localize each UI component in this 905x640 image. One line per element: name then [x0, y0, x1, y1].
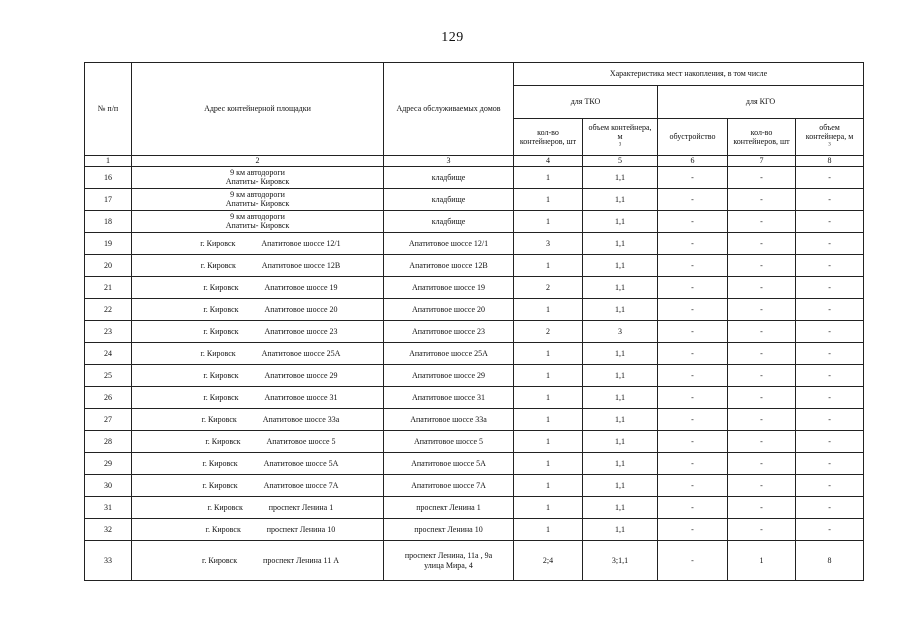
served-houses-cell: Апатитовое шоссе 31 — [384, 387, 514, 409]
kgo-volume-cell: - — [796, 453, 864, 475]
container-sites-table — [84, 62, 864, 581]
kgo-count-cell: - — [728, 431, 796, 453]
header-tko-count — [514, 119, 583, 156]
address-city: г. Кировск — [201, 555, 238, 565]
address-city: г. Кировск — [200, 348, 236, 358]
kgo-volume-cell: - — [796, 167, 864, 189]
address-text: 9 км автодороги Апатиты- Кировск — [225, 190, 290, 208]
served-houses-cell: Апатитовое шоссе 20 — [384, 299, 514, 321]
kgo-setup-cell: - — [658, 453, 728, 475]
kgo-setup-cell: - — [658, 299, 728, 321]
kgo-setup-cell: - — [658, 409, 728, 431]
address-city: г. Кировск — [203, 392, 239, 402]
tko-count-cell: 1 — [514, 211, 583, 233]
address-city: г. Кировск — [201, 414, 237, 424]
kgo-volume-cell: - — [796, 475, 864, 497]
kgo-count-cell: - — [728, 497, 796, 519]
column-index-cell: 6 — [658, 156, 728, 167]
served-houses-cell: Апатитовое шоссе 5А — [384, 453, 514, 475]
kgo-setup-cell: - — [658, 365, 728, 387]
column-index-cell: 5 — [583, 156, 658, 167]
tko-volume-cell: 1,1 — [583, 233, 658, 255]
kgo-count-cell: - — [728, 255, 796, 277]
address-text: 9 км автодороги Апатиты- Кировск — [225, 168, 290, 186]
address-cell — [132, 497, 384, 519]
served-houses-cell: Апатитовое шоссе 12В — [384, 255, 514, 277]
row-num-cell: 30 — [85, 475, 132, 497]
address-cell — [132, 233, 384, 255]
table-row — [85, 299, 864, 321]
kgo-setup-cell: - — [658, 497, 728, 519]
header-kgo-group: для КГО — [658, 86, 864, 119]
tko-volume-cell: 3 — [583, 321, 658, 343]
tko-count-cell: 1 — [514, 519, 583, 541]
tko-volume-cell: 1,1 — [583, 167, 658, 189]
address-street: Апатитовое шоссе 5 — [266, 436, 336, 446]
kgo-setup-cell: - — [658, 277, 728, 299]
tko-count-cell: 2 — [514, 321, 583, 343]
kgo-volume-cell: - — [796, 321, 864, 343]
tko-count-cell: 1 — [514, 167, 583, 189]
served-houses-cell: проспект Ленина 10 — [384, 519, 514, 541]
header-kgo-volume-sup: 3 — [828, 141, 831, 147]
address-street: Апатитовое шоссе 19 — [264, 282, 338, 292]
address-cell — [132, 255, 384, 277]
header-address: Адрес контейнерной площадки — [132, 63, 384, 156]
kgo-volume-cell: - — [796, 189, 864, 211]
tko-volume-cell: 3;1,1 — [583, 541, 658, 581]
served-houses-cell: Апатитовое шоссе 5 — [384, 431, 514, 453]
address-cell — [132, 321, 384, 343]
tko-volume-cell: 1,1 — [583, 475, 658, 497]
row-num-cell: 18 — [85, 211, 132, 233]
address-cell — [132, 189, 384, 211]
tko-volume-cell: 1,1 — [583, 277, 658, 299]
table-row — [85, 233, 864, 255]
header-tko-count-text: кол-во контейнеров, шт — [519, 127, 577, 146]
table-row — [85, 167, 864, 189]
tko-count-cell: 1 — [514, 409, 583, 431]
address-cell — [132, 541, 384, 581]
address-city: г. Кировск — [203, 370, 239, 380]
table-row — [85, 277, 864, 299]
tko-count-cell: 1 — [514, 365, 583, 387]
table-row — [85, 255, 864, 277]
served-houses-cell: Апатитовое шоссе 33а — [384, 409, 514, 431]
row-num-cell: 26 — [85, 387, 132, 409]
header-num: № п/п — [85, 63, 132, 156]
address-street: Апатитовое шоссе 12/1 — [261, 238, 341, 248]
address-street: Апатитовое шоссе 12В — [261, 260, 341, 270]
address-city: г. Кировск — [200, 238, 236, 248]
address-cell — [132, 167, 384, 189]
row-num-cell: 23 — [85, 321, 132, 343]
address-cell — [132, 475, 384, 497]
served-houses-cell: Апатитовое шоссе 23 — [384, 321, 514, 343]
tko-volume-cell: 1,1 — [583, 519, 658, 541]
address-cell — [132, 519, 384, 541]
page-number: 129 — [441, 30, 464, 45]
address-street: Апатитовое шоссе 29 — [264, 370, 338, 380]
address-street: проспект Ленина 1 — [268, 502, 334, 512]
row-num-cell: 24 — [85, 343, 132, 365]
address-cell — [132, 453, 384, 475]
served-houses-cell: кладбище — [384, 211, 514, 233]
tko-volume-cell: 1,1 — [583, 453, 658, 475]
kgo-volume-cell: - — [796, 431, 864, 453]
kgo-setup-cell: - — [658, 475, 728, 497]
served-houses-cell: Апатитовое шоссе 7А — [384, 475, 514, 497]
kgo-setup-cell: - — [658, 233, 728, 255]
table-row — [85, 189, 864, 211]
header-kgo-volume-text: объем контейнера, м — [805, 123, 854, 142]
tko-count-cell: 1 — [514, 431, 583, 453]
table-row — [85, 409, 864, 431]
address-cell — [132, 299, 384, 321]
kgo-volume-cell: - — [796, 299, 864, 321]
address-text: 9 км автодороги Апатиты- Кировск — [225, 212, 290, 230]
kgo-setup-cell: - — [658, 343, 728, 365]
kgo-count-cell: - — [728, 211, 796, 233]
table-row — [85, 541, 864, 581]
address-street: Апатитовое шоссе 7А — [263, 480, 339, 490]
tko-count-cell: 1 — [514, 475, 583, 497]
header-tko-volume-text: объем контейнера, м — [588, 123, 652, 142]
row-num-cell: 28 — [85, 431, 132, 453]
address-cell — [132, 431, 384, 453]
address-city: г. Кировск — [205, 524, 241, 534]
tko-count-cell: 1 — [514, 189, 583, 211]
header-kgo-volume — [796, 119, 864, 156]
address-cell — [132, 409, 384, 431]
address-cell — [132, 211, 384, 233]
tko-count-cell: 1 — [514, 387, 583, 409]
kgo-volume-cell: - — [796, 343, 864, 365]
kgo-setup-cell: - — [658, 189, 728, 211]
row-num-cell: 16 — [85, 167, 132, 189]
column-index-cell: 7 — [728, 156, 796, 167]
kgo-setup-cell: - — [658, 519, 728, 541]
kgo-volume-cell: - — [796, 233, 864, 255]
header-tko-group: для ТКО — [514, 86, 658, 119]
tko-volume-cell: 1,1 — [583, 189, 658, 211]
row-num-cell: 29 — [85, 453, 132, 475]
kgo-count-cell: 1 — [728, 541, 796, 581]
table-row — [85, 343, 864, 365]
kgo-volume-cell: - — [796, 277, 864, 299]
tko-volume-cell: 1,1 — [583, 365, 658, 387]
kgo-volume-cell: - — [796, 365, 864, 387]
address-city: г. Кировск — [203, 282, 239, 292]
served-houses-cell: проспект Ленина 1 — [384, 497, 514, 519]
kgo-count-cell: - — [728, 189, 796, 211]
address-cell — [132, 387, 384, 409]
row-num-cell: 32 — [85, 519, 132, 541]
kgo-count-cell: - — [728, 453, 796, 475]
row-num-cell: 31 — [85, 497, 132, 519]
table-row — [85, 519, 864, 541]
kgo-volume-cell: - — [796, 497, 864, 519]
kgo-setup-cell: - — [658, 321, 728, 343]
row-num-cell: 21 — [85, 277, 132, 299]
address-city: г. Кировск — [202, 480, 238, 490]
kgo-count-cell: - — [728, 321, 796, 343]
tko-volume-cell: 1,1 — [583, 431, 658, 453]
tko-volume-cell: 1,1 — [583, 343, 658, 365]
kgo-volume-cell: - — [796, 409, 864, 431]
tko-count-cell: 1 — [514, 497, 583, 519]
table-row — [85, 453, 864, 475]
table-row — [85, 365, 864, 387]
tko-volume-cell: 1,1 — [583, 211, 658, 233]
column-index-cell: 1 — [85, 156, 132, 167]
row-num-cell: 33 — [85, 541, 132, 581]
served-houses-cell: проспект Ленина, 11а , 9а улица Мира, 4 — [384, 541, 514, 581]
kgo-setup-cell: - — [658, 431, 728, 453]
row-num-cell: 19 — [85, 233, 132, 255]
kgo-setup-cell: - — [658, 541, 728, 581]
address-street: Апатитовое шоссе 20 — [264, 304, 338, 314]
tko-volume-cell: 1,1 — [583, 255, 658, 277]
header-served-text: Адреса обслуживаемых домов — [396, 104, 501, 114]
header-served — [384, 63, 514, 156]
row-num-cell: 25 — [85, 365, 132, 387]
tko-count-cell: 1 — [514, 255, 583, 277]
address-cell — [132, 277, 384, 299]
kgo-setup-cell: - — [658, 211, 728, 233]
kgo-count-cell: - — [728, 387, 796, 409]
header-kgo-count-text: кол-во контейнеров, шт — [733, 127, 790, 146]
table-body — [85, 167, 864, 581]
kgo-count-cell: - — [728, 365, 796, 387]
address-street: Апатитовое шоссе 23 — [264, 326, 338, 336]
column-index-cell: 8 — [796, 156, 864, 167]
tko-count-cell: 1 — [514, 453, 583, 475]
tko-count-cell: 1 — [514, 343, 583, 365]
tko-count-cell: 1 — [514, 299, 583, 321]
tko-volume-cell: 1,1 — [583, 497, 658, 519]
served-houses-cell: Апатитовое шоссе 12/1 — [384, 233, 514, 255]
table-row — [85, 387, 864, 409]
address-cell — [132, 343, 384, 365]
kgo-setup-cell: - — [658, 387, 728, 409]
served-houses-cell: Апатитовое шоссе 29 — [384, 365, 514, 387]
table-row — [85, 475, 864, 497]
address-city: г. Кировск — [203, 326, 239, 336]
tko-volume-cell: 1,1 — [583, 409, 658, 431]
address-street: Апатитовое шоссе 5А — [263, 458, 339, 468]
header-tko-volume-sup: 3 — [618, 141, 622, 147]
column-index-cell: 3 — [384, 156, 514, 167]
address-city: г. Кировск — [203, 304, 239, 314]
column-index-cell: 2 — [132, 156, 384, 167]
address-street: Апатитовое шоссе 25А — [261, 348, 341, 358]
kgo-count-cell: - — [728, 167, 796, 189]
tko-count-cell: 2 — [514, 277, 583, 299]
kgo-count-cell: - — [728, 233, 796, 255]
address-street: Апатитовое шоссе 33а — [262, 414, 340, 424]
tko-volume-cell: 1,1 — [583, 299, 658, 321]
table-row — [85, 211, 864, 233]
address-city: г. Кировск — [202, 458, 238, 468]
kgo-count-cell: - — [728, 299, 796, 321]
kgo-volume-cell: - — [796, 255, 864, 277]
header-characteristics: Характеристика мест накопления, в том числе — [514, 63, 864, 86]
served-houses-cell: Апатитовое шоссе 19 — [384, 277, 514, 299]
kgo-count-cell: - — [728, 519, 796, 541]
address-street: Апатитовое шоссе 31 — [264, 392, 338, 402]
served-houses-cell: Апатитовое шоссе 25А — [384, 343, 514, 365]
kgo-count-cell: - — [728, 343, 796, 365]
row-num-cell: 17 — [85, 189, 132, 211]
kgo-volume-cell: - — [796, 519, 864, 541]
kgo-volume-cell: - — [796, 211, 864, 233]
table-row — [85, 497, 864, 519]
address-city: г. Кировск — [205, 436, 241, 446]
kgo-volume-cell: 8 — [796, 541, 864, 581]
column-index-row — [85, 156, 864, 167]
column-index-cell: 4 — [514, 156, 583, 167]
address-cell — [132, 365, 384, 387]
header-kgo-count — [728, 119, 796, 156]
tko-count-cell: 3 — [514, 233, 583, 255]
header-kgo-setup: обустройство — [658, 119, 728, 156]
row-num-cell: 22 — [85, 299, 132, 321]
kgo-count-cell: - — [728, 277, 796, 299]
kgo-count-cell: - — [728, 475, 796, 497]
address-street: проспект Ленина 10 — [266, 524, 336, 534]
tko-volume-cell: 1,1 — [583, 387, 658, 409]
kgo-setup-cell: - — [658, 255, 728, 277]
served-houses-cell: кладбище — [384, 189, 514, 211]
address-city: г. Кировск — [200, 260, 236, 270]
row-num-cell: 27 — [85, 409, 132, 431]
kgo-count-cell: - — [728, 409, 796, 431]
header-tko-volume — [583, 119, 658, 156]
kgo-volume-cell: - — [796, 387, 864, 409]
tko-count-cell: 2;4 — [514, 541, 583, 581]
table-row — [85, 321, 864, 343]
row-num-cell: 20 — [85, 255, 132, 277]
kgo-setup-cell: - — [658, 167, 728, 189]
served-houses-cell: кладбище — [384, 167, 514, 189]
table-row — [85, 431, 864, 453]
address-street: проспект Ленина 11 А — [263, 555, 339, 565]
address-city: г. Кировск — [207, 502, 243, 512]
